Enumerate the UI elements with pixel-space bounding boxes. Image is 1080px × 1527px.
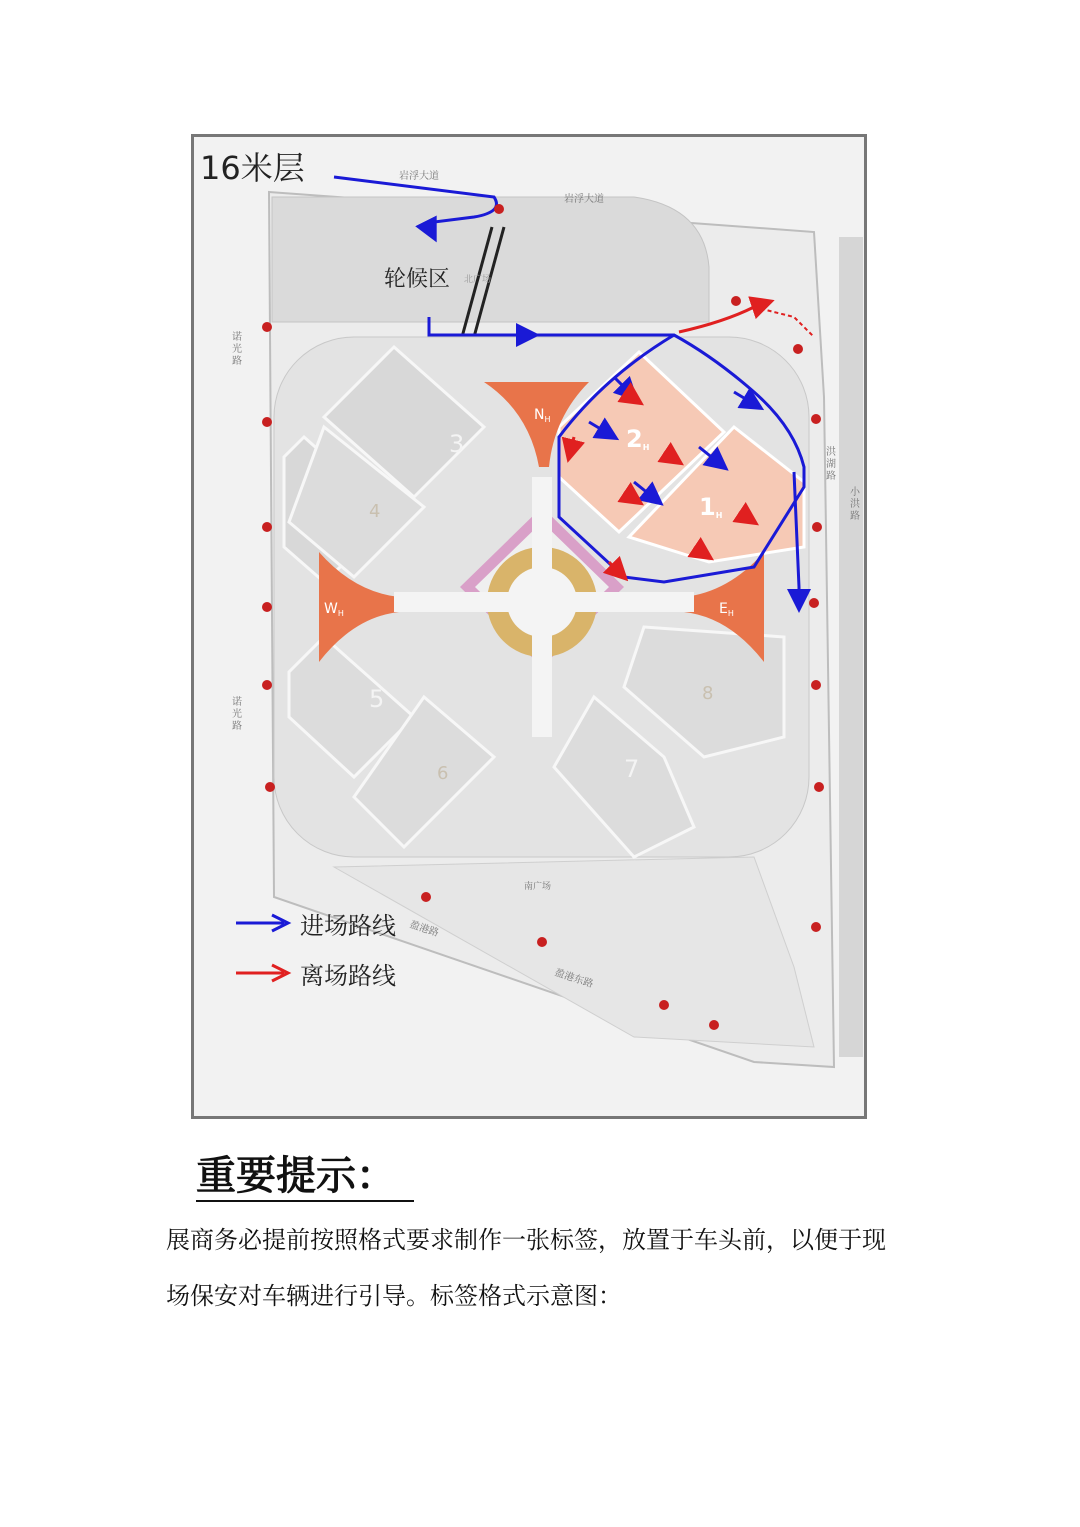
waiting-area-block [272, 197, 709, 322]
hall-subscript: H [727, 609, 734, 618]
hall-e-label: $E_H$ [719, 601, 734, 618]
east-strip [839, 237, 863, 1057]
hall-8-label: 8 [702, 683, 714, 704]
hall-3-label: 3 [449, 430, 465, 458]
hall-w-label: $W_H$ [324, 601, 344, 618]
road-label-west-2: 诺光路 [232, 697, 242, 732]
road-label-east-2: 小洪路 [850, 487, 860, 522]
hall-4-label: 4 [369, 501, 381, 522]
notice-body [166, 1212, 946, 1324]
road-label-west-1: 诺光路 [232, 332, 242, 367]
waiting-area-label: 轮候区 [384, 267, 451, 292]
hall-1-label: 1H [699, 493, 723, 521]
hall-subscript: H [337, 609, 344, 618]
legend [234, 902, 454, 994]
hall-2-label: 2H [626, 425, 650, 453]
notice-line-1: 展商务必提前按照格式要求制作一张标签，放置于车头前，以便于现 [166, 1226, 886, 1254]
hall-5-label: 5 [369, 685, 385, 713]
road-label-south-2: 盈港东路 [553, 967, 595, 991]
hall-subscript: H [544, 415, 551, 424]
legend-entry [234, 902, 454, 944]
floor-title: 16米层 [200, 149, 305, 187]
road-label-south-1: 盈港路 [408, 919, 441, 940]
road-label-east-1: 洪湖路 [826, 447, 836, 482]
road-label-north-plaza: 北广场 [464, 275, 492, 285]
hall-7-label: 7 [624, 755, 640, 783]
road-label-south-plaza: 南广场 [524, 882, 552, 892]
legend-entry-label: 进场路线 [300, 911, 396, 940]
legend-exit-label: 离场路线 [300, 961, 396, 990]
hub-road-v [532, 477, 552, 737]
legend-exit [234, 952, 454, 994]
hall-subscript: H [715, 511, 723, 520]
hall-6-label: 6 [437, 763, 449, 784]
road-label-north-1: 岩浮大道 [399, 171, 439, 182]
notice-line-2: 场保安对车辆进行引导。标签格式示意图： [166, 1282, 622, 1310]
venue-map [191, 134, 867, 1119]
road-label-north-2: 岩浮大道 [564, 194, 604, 205]
hall-n-label: $N_H$ [534, 407, 551, 424]
hall-subscript: H [642, 443, 650, 452]
blue-arrow-icon [234, 913, 292, 933]
notice-title: 重要提示： [196, 1152, 414, 1202]
red-arrow-icon [234, 963, 292, 983]
